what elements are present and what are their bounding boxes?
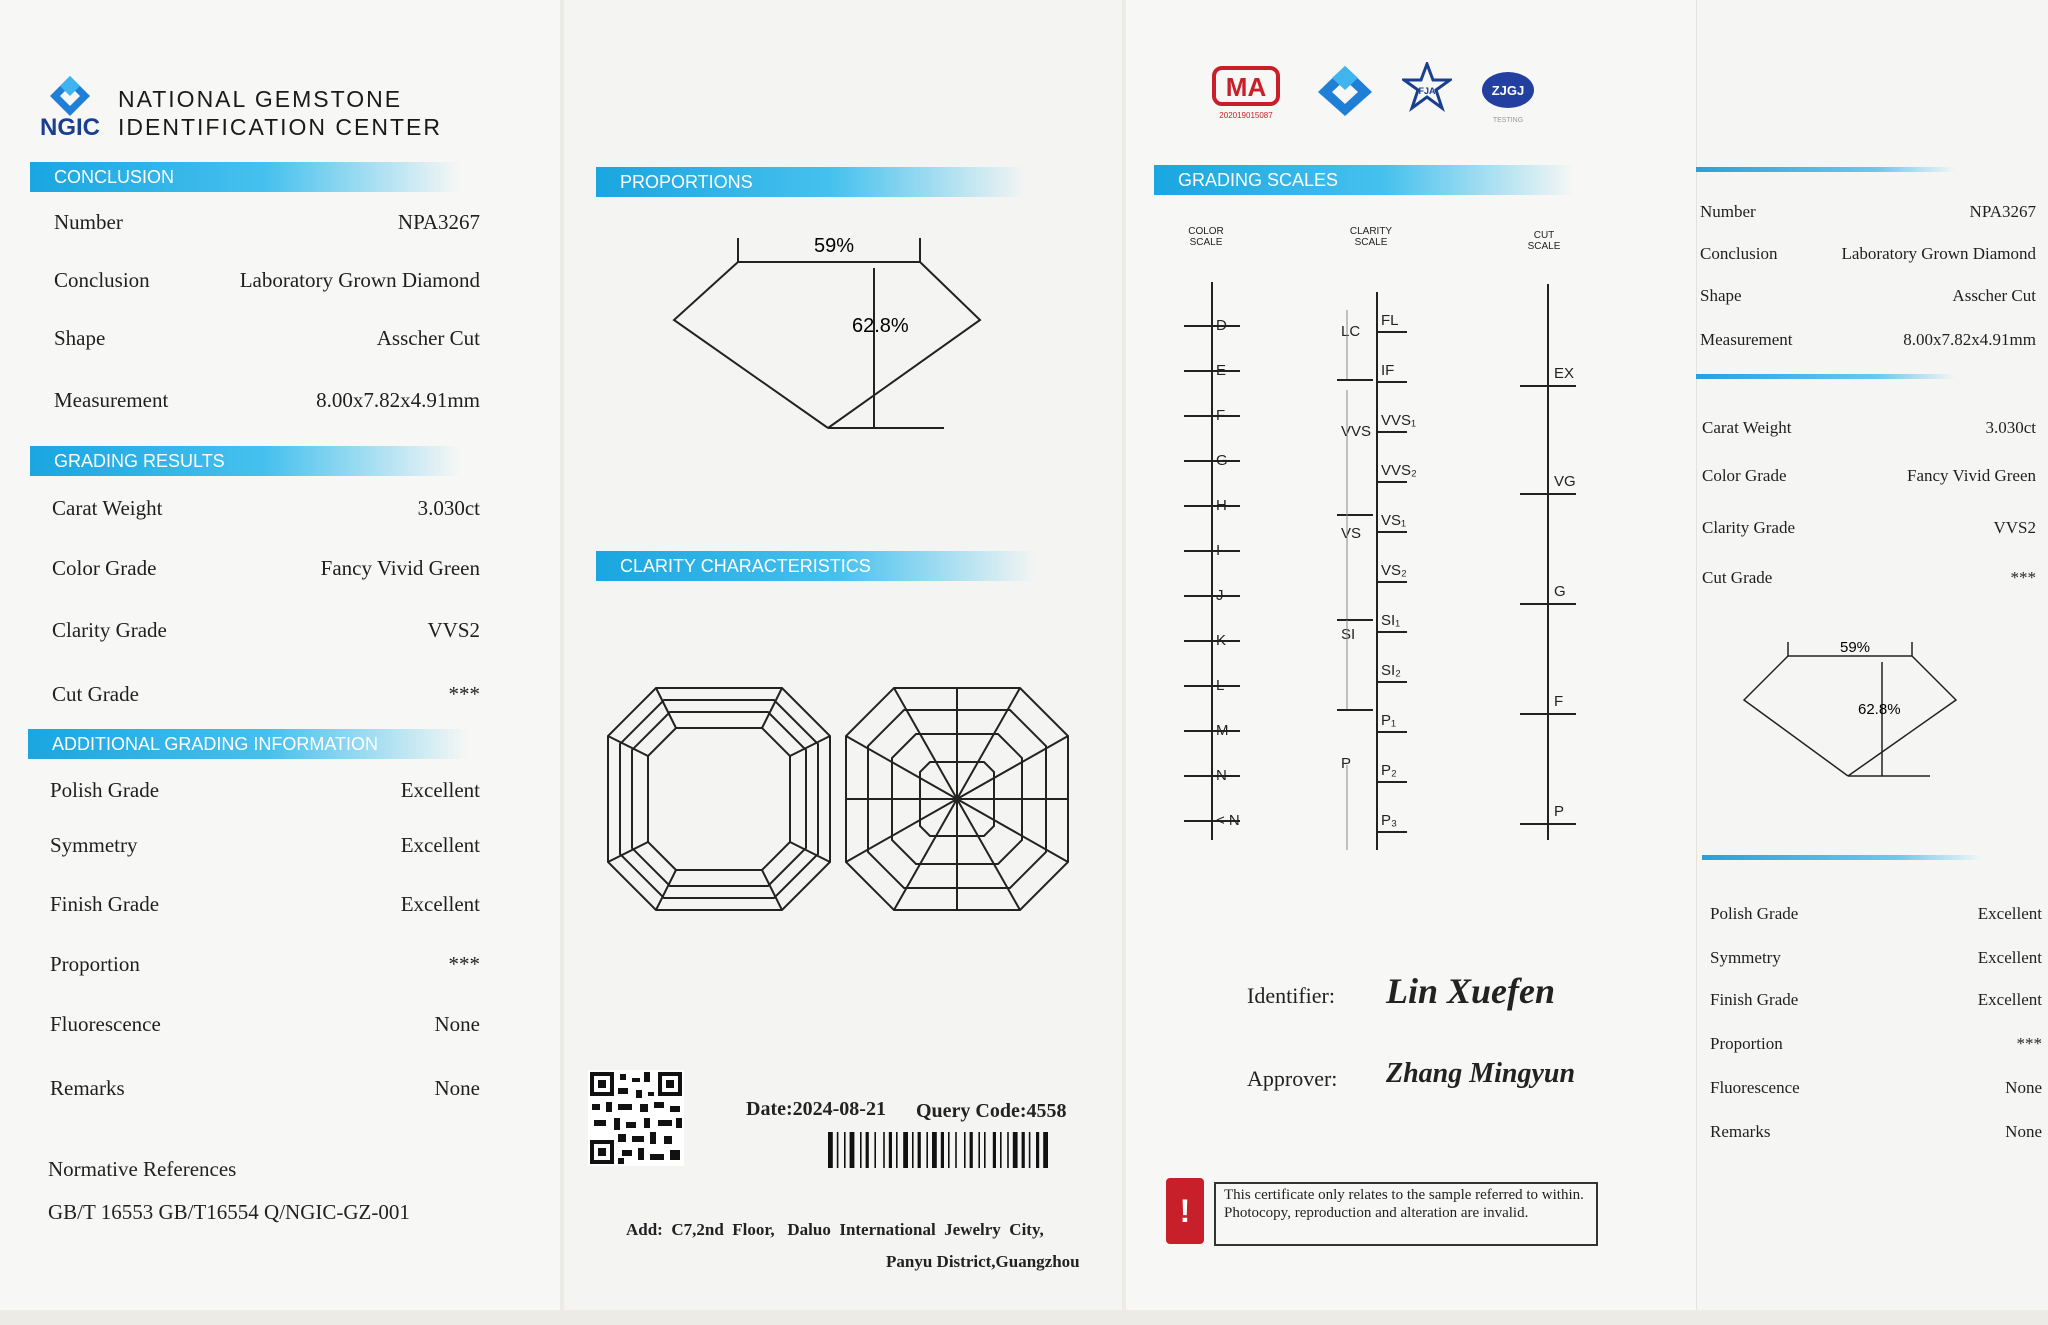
color-grade-label: L (1216, 677, 1225, 694)
query-code: Query Code:4558 (916, 1100, 1067, 1122)
identifier-label: Identifier: (1247, 983, 1335, 1008)
clarity-group-label: SI (1341, 626, 1356, 643)
cut-grade-label: G (1554, 583, 1566, 600)
row-label: Conclusion (1700, 244, 1778, 263)
row-value: 3.030ct (1985, 418, 2036, 437)
row-value: Fancy Vivid Green (320, 556, 480, 580)
summary-divider-bottom (1702, 855, 1982, 860)
row-value: None (434, 1012, 480, 1036)
row-label: Polish Grade (1710, 904, 1799, 923)
cut-grade-label: EX (1554, 365, 1575, 382)
row-value: Excellent (1977, 904, 2042, 923)
clarity-grade-label: VVS₁ (1381, 412, 1417, 429)
row-label: Clarity Grade (1702, 518, 1795, 537)
barcode-bar (828, 1132, 833, 1168)
address-line1: Add: C7,2nd Floor, Daluo International Jewelry City, (626, 1220, 1044, 1239)
summary-table-percentage: 59% (1840, 639, 1871, 656)
proportions-header: PROPORTIONS (596, 167, 1026, 197)
row-value: Fancy Vivid Green (1907, 466, 2036, 485)
row-value: Excellent (400, 892, 480, 916)
org-name-line1: NATIONAL GEMSTONE (118, 86, 403, 112)
cut-grade-label: P (1554, 803, 1565, 820)
barcode-bar (970, 1132, 973, 1168)
clarity-grade-label: P₃ (1381, 812, 1398, 829)
row-value: Excellent (1977, 948, 2042, 967)
row-label: Proportion (1710, 1034, 1783, 1053)
clarity-grade-label: FL (1381, 312, 1399, 329)
svg-text:TESTING: TESTING (1492, 117, 1524, 124)
cut-grade-label: F (1554, 693, 1564, 710)
clarity-group-label: LC (1341, 323, 1361, 340)
color-grade-label: E (1216, 362, 1227, 379)
row-label: Number (54, 210, 123, 234)
barcode-bar (941, 1132, 944, 1168)
row-value: 3.030ct (417, 496, 480, 520)
logo-text: NGIC (40, 114, 100, 141)
clarity-group-label: VS (1341, 525, 1362, 542)
normative-refs: GB/T 16553 GB/T16554 Q/NGIC-GZ-001 (48, 1200, 410, 1224)
color-grade-label: N (1216, 767, 1227, 784)
approver-signature: Zhang Mingyun (1386, 1058, 1576, 1089)
row-label: Fluorescence (1710, 1078, 1800, 1097)
svg-text:202019015087: 202019015087 (1219, 111, 1273, 120)
clarity-group-label: P (1341, 755, 1352, 772)
barcode-bar (883, 1132, 885, 1168)
certificate-notice: This certificate only relates to the sample referred to within. Photocopy, reproduction and alteration are invalid. (1214, 1182, 1598, 1246)
row-label: Conclusion (54, 268, 150, 292)
table-percentage: 59% (814, 235, 855, 257)
barcode-bar (978, 1132, 980, 1168)
row-label: Shape (1700, 286, 1742, 305)
color-grade-label: I (1216, 542, 1221, 559)
barcode-bar (948, 1132, 950, 1168)
clarity-grade-label: VVS₂ (1381, 462, 1417, 479)
barcode-bar (903, 1132, 908, 1168)
barcode-bar (896, 1132, 898, 1168)
barcode-bar (926, 1132, 928, 1168)
barcode-bar (1013, 1132, 1018, 1168)
clarity-grade-label: SI₂ (1381, 662, 1401, 679)
row-label: Carat Weight (52, 496, 163, 520)
color-grade-label: G (1216, 452, 1228, 469)
row-label: Color Grade (1702, 466, 1787, 485)
barcode-bar (955, 1132, 957, 1168)
clarity-group-label: VVS (1341, 423, 1372, 440)
row-label: Finish Grade (1710, 990, 1799, 1009)
barcode-bar (1029, 1132, 1031, 1168)
barcode-bar (860, 1132, 862, 1168)
barcode-bar (874, 1132, 876, 1168)
row-label: Carat Weight (1702, 418, 1792, 437)
row-value: *** (448, 952, 480, 976)
ngic-logo-icon (48, 74, 92, 118)
fja-seal (1402, 62, 1452, 116)
row-value: 8.00x7.82x4.91mm (1903, 330, 2036, 349)
row-value: 8.00x7.82x4.91mm (316, 388, 480, 412)
barcode-bar (1043, 1132, 1048, 1168)
clarity-grade-label: SI₁ (1381, 612, 1401, 629)
row-label: Color Grade (52, 556, 157, 580)
row-label: Symmetry (50, 833, 138, 857)
row-label: Measurement (54, 388, 169, 412)
proportions-diagram (660, 230, 1000, 440)
color-grade-label: < N (1216, 812, 1240, 829)
cma-seal (1210, 64, 1284, 122)
row-value: None (2005, 1078, 2042, 1097)
summary-proportions-diagram (1738, 636, 1964, 786)
row-value: *** (2010, 568, 2036, 587)
qr-code[interactable] (588, 1070, 684, 1166)
row-label: Cut Grade (52, 682, 139, 706)
summary-divider-mid (1696, 374, 1956, 379)
barcode-bar (1036, 1132, 1039, 1168)
barcode-bar (993, 1132, 996, 1168)
pavilion-diagram (844, 686, 1070, 912)
clarity-grade-label: VS₂ (1381, 562, 1407, 579)
identifier-signature: Lin Xuefen (1386, 971, 1556, 1011)
row-value: Laboratory Grown Diamond (239, 268, 480, 292)
row-label: Proportion (50, 952, 140, 976)
barcode-bar (844, 1132, 846, 1168)
row-value: VVS2 (1993, 518, 2036, 537)
row-value: *** (2016, 1034, 2042, 1053)
grading-scales-header: GRADING SCALES (1154, 165, 1574, 195)
row-label: Number (1700, 202, 1756, 221)
row-label: Finish Grade (50, 892, 160, 916)
zjgj-seal (1478, 68, 1540, 124)
barcode-bar (932, 1132, 937, 1168)
svg-text:ZJGJ: ZJGJ (1491, 83, 1525, 98)
color-grade-label: D (1216, 317, 1227, 334)
approver-label: Approver: (1247, 1066, 1338, 1091)
row-label: Clarity Grade (52, 618, 167, 642)
row-value: Excellent (400, 833, 480, 857)
color-grade-label: F (1216, 407, 1226, 424)
row-value: Asscher Cut (1952, 286, 2036, 305)
row-value: *** (448, 682, 480, 706)
clarity-grade-label: P₁ (1381, 712, 1397, 729)
barcode-bar (918, 1132, 921, 1168)
warning-icon: ! (1166, 1178, 1204, 1244)
row-value: VVS2 (427, 618, 480, 642)
issue-date: Date:2024-08-21 (746, 1098, 886, 1120)
summary-divider-top (1696, 167, 1956, 172)
row-value: NPA3267 (1969, 202, 2036, 221)
barcode-bar (866, 1132, 869, 1168)
normative-title: Normative References (48, 1157, 237, 1181)
row-label: Polish Grade (50, 778, 160, 802)
row-label: Measurement (1700, 330, 1793, 349)
summary-depth-percentage: 62.8% (1858, 701, 1901, 718)
row-label: Fluorescence (50, 1012, 161, 1036)
color-grade-label: K (1216, 632, 1227, 649)
barcode-bar (964, 1132, 966, 1168)
org-name-line2: IDENTIFICATION CENTER (118, 114, 442, 140)
cut-grade-label: VG (1554, 473, 1576, 490)
row-value: None (2005, 1122, 2042, 1141)
color-scale-title: COLOR SCALE (1188, 226, 1224, 248)
clarity-grade-label: IF (1381, 362, 1395, 379)
color-grade-label: M (1216, 722, 1229, 739)
barcode-bar (912, 1132, 914, 1168)
row-value: Laboratory Grown Diamond (1841, 244, 2036, 263)
cut-scale-title: CUT SCALE (1527, 230, 1561, 252)
row-value: Excellent (1977, 990, 2042, 1009)
clarity-scale-title: CLARITY SCALE (1349, 226, 1393, 248)
row-value: None (434, 1076, 480, 1100)
clarity-grade-label: VS₁ (1381, 512, 1407, 529)
color-grade-label: J (1216, 587, 1224, 604)
barcode-bar (1007, 1132, 1009, 1168)
barcode-bar (1000, 1132, 1002, 1168)
barcode-bar (889, 1132, 892, 1168)
barcode-bar (984, 1132, 986, 1168)
row-label: Remarks (50, 1076, 125, 1100)
grading-scales-diagram (1160, 280, 1600, 850)
barcode-bar (837, 1132, 839, 1168)
row-value: Asscher Cut (376, 326, 480, 350)
grading-results-header: GRADING RESULTS (30, 446, 460, 476)
row-value: NPA3267 (397, 210, 480, 234)
depth-percentage: 62.8% (852, 315, 909, 337)
crown-diagram (606, 686, 832, 912)
row-label: Shape (54, 326, 106, 350)
clarity-characteristics-header: CLARITY CHARACTERISTICS (596, 551, 1036, 581)
svg-text:MA: MA (1225, 72, 1267, 102)
address-line2: Panyu District,Guangzhou (886, 1252, 1080, 1271)
color-grade-label: H (1216, 497, 1227, 514)
row-label: Remarks (1710, 1122, 1771, 1141)
svg-text:FJA: FJA (1418, 86, 1436, 96)
conclusion-header: CONCLUSION (30, 162, 460, 192)
row-value: Excellent (400, 778, 480, 802)
row-label: Cut Grade (1702, 568, 1773, 587)
barcode[interactable] (828, 1132, 1070, 1168)
clarity-grade-label: P₂ (1381, 762, 1397, 779)
barcode-bar (1022, 1132, 1025, 1168)
row-label: Symmetry (1710, 948, 1781, 967)
additional-info-header: ADDITIONAL GRADING INFORMATION (28, 729, 468, 759)
left-panel (0, 0, 560, 1310)
barcode-bar (850, 1132, 855, 1168)
ngic-seal-icon (1316, 64, 1374, 118)
